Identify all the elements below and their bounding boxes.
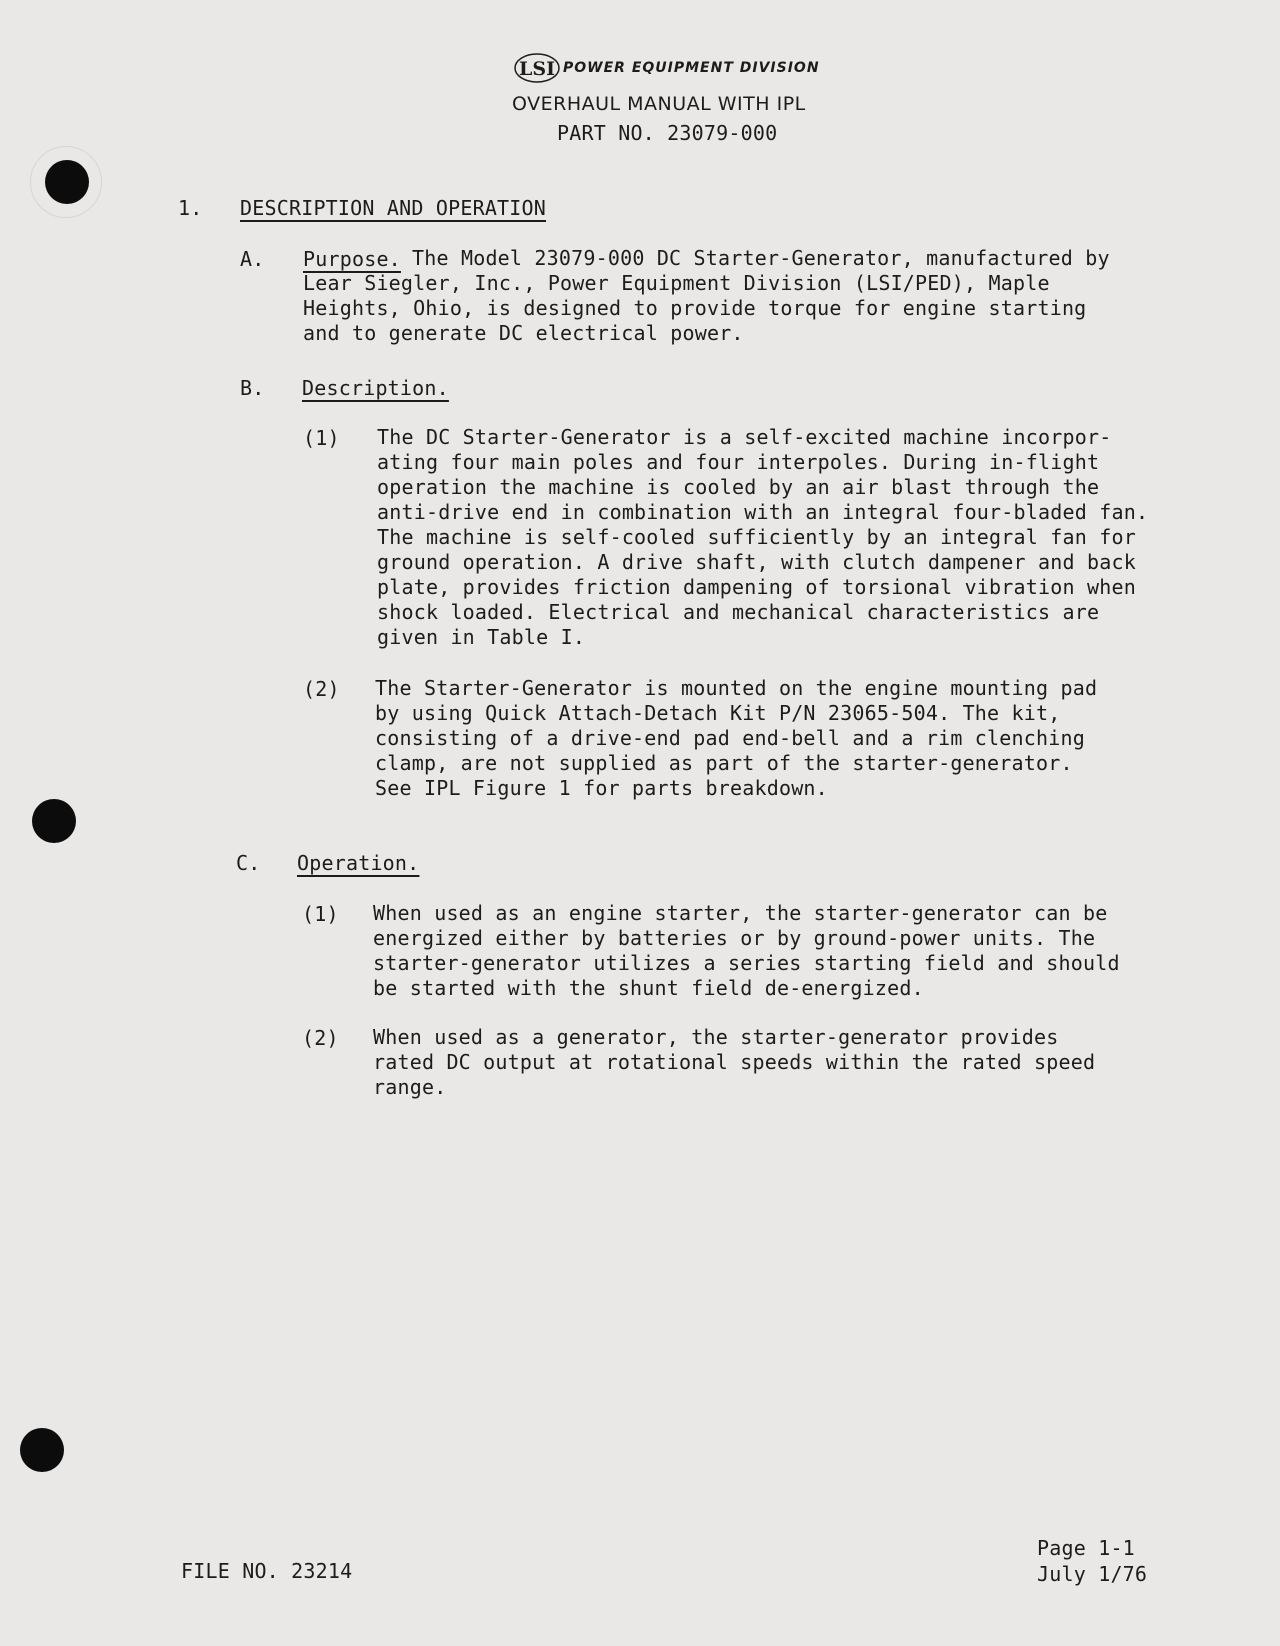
lsi-logo — [512, 52, 562, 84]
section-number: 1. — [178, 196, 203, 220]
revision-date: July 1/76 — [1037, 1562, 1148, 1586]
purpose-heading: Purpose. — [303, 247, 401, 271]
file-number: FILE NO. 23214 — [181, 1559, 353, 1583]
punch-hole-bottom — [20, 1428, 64, 1472]
part-number: PART NO. 23079-000 — [557, 121, 778, 145]
operation-item-2-num: (2) — [302, 1026, 339, 1050]
operation-letter: C. — [236, 851, 261, 875]
purpose-body: The Model 23079-000 DC Starter-Generator, manufactured by Lear Siegler, Inc., Power Equipment Division (LSI/PED), Maple Heights, Ohio, is designed to provide torque for engine starting and to generate DC electrical power. — [303, 246, 1110, 345]
section-title: DESCRIPTION AND OPERATION — [240, 196, 547, 220]
description-item-2-text: The Starter-Generator is mounted on the engine mounting pad by using Quick Attach-Detach Kit P/N 23065-504. The kit, consisting of a drive-end pad end-bell and a rim clenching clamp, are not supplied as part of the starter-generator. See IPL Figure 1 for parts breakdown. — [375, 676, 1098, 800]
division-name: POWER EQUIPMENT DIVISION — [563, 60, 820, 76]
purpose-text — [303, 246, 1123, 346]
purpose-letter: A. — [240, 247, 265, 271]
description-item-1-num: (1) — [303, 426, 340, 450]
operation-item-2-text: When used as a generator, the starter-generator provides rated DC output at rotational speeds within the rated speed range. — [373, 1025, 1096, 1099]
description-item-2-num: (2) — [303, 677, 340, 701]
description-heading: Description. — [302, 376, 449, 400]
svg-text:LSI: LSI — [519, 58, 555, 80]
operation-item-1-num: (1) — [302, 902, 339, 926]
operation-heading: Operation. — [297, 851, 420, 875]
page-number: Page 1-1 — [1037, 1536, 1135, 1560]
description-item-1-text: The DC Starter-Generator is a self-excited machine incorpor- ating four main poles and four interpoles. During in-flight operation the machine is cooled by an air blast through the anti-drive end in combination with an integral four-bladed fan. The machine is self-cooled sufficiently by an integral fan for ground operation. A drive shaft, with clutch dampener and back plate, provides friction dampening of torsional vibration when shock loaded. Electrical and mechanical characteristics are given in Table I. — [377, 425, 1149, 649]
description-letter: B. — [240, 376, 265, 400]
punch-hole-top — [45, 160, 89, 204]
manual-title: OVERHAUL MANUAL WITH IPL — [512, 93, 806, 115]
operation-item-1-text: When used as an engine starter, the starter-generator can be energized either by batteries or by ground-power units. The starter-generator utilizes a series starting field and should be started with the shunt field de-energized. — [373, 901, 1120, 1000]
punch-hole-middle — [32, 799, 76, 843]
